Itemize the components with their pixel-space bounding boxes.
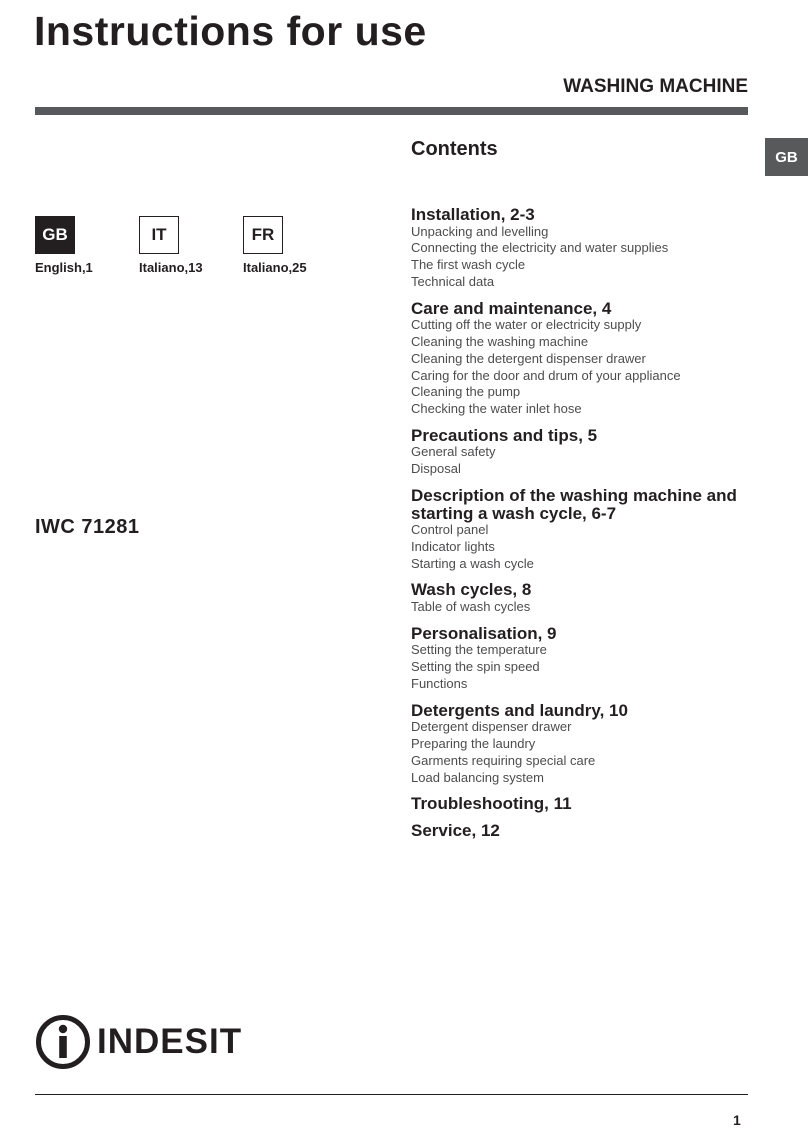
toc-item[interactable]: Setting the spin speed [411,659,540,675]
language-code-box: GB [35,216,75,254]
language-item-gb[interactable] [35,216,145,275]
toc-item[interactable]: Detergent dispenser drawer [411,719,572,735]
language-code-box: FR [243,216,283,254]
toc-item[interactable]: Indicator lights [411,538,495,554]
table-of-contents [411,206,751,848]
toc-item[interactable]: Technical data [411,273,495,289]
toc-item[interactable]: Disposal [411,461,461,477]
toc-item[interactable]: Setting the temperature [411,642,547,658]
toc-section-title[interactable]: Wash cycles, 8 [411,580,532,600]
toc-item[interactable]: Checking the water inlet hose [411,401,582,417]
toc-section [411,625,751,693]
toc-item[interactable]: Cleaning the pump [411,384,521,400]
footer-divider [35,1094,748,1095]
toc-item[interactable]: Cleaning the detergent dispenser drawer [411,350,646,366]
toc-section [411,702,751,787]
toc-item[interactable]: Starting a wash cycle [411,555,534,571]
toc-section-title[interactable]: Precautions and tips, 5 [411,425,598,445]
toc-section [411,300,751,418]
language-label: Italiano,13 [139,260,203,275]
toc-section [411,206,751,291]
toc-section [411,795,751,813]
language-item-fr[interactable] [243,216,353,275]
toc-item[interactable]: Garments requiring special care [411,752,596,768]
language-code-box: IT [139,216,179,254]
language-label: English,1 [35,260,93,275]
toc-item[interactable]: Caring for the door and drum of your appliance [411,367,681,383]
toc-section-title[interactable]: Care and maintenance, 4 [411,298,612,318]
toc-item[interactable]: General safety [411,444,496,460]
toc-section [411,822,751,840]
toc-section-title[interactable]: Description of the washing machine and starting a wash cycle, 6-7 [411,486,737,523]
brand-name: INDESIT [97,1022,243,1061]
product-type-heading: WASHING MACHINE [563,76,748,97]
toc-item[interactable]: Connecting the electricity and water supplies [411,240,669,256]
language-label: Italiano,25 [243,260,307,275]
header-divider [35,107,748,115]
page-title: Instructions for use [34,8,427,54]
toc-section-title[interactable]: Service, 12 [411,820,500,840]
toc-item[interactable]: Cleaning the washing machine [411,333,589,349]
language-item-it[interactable] [139,216,249,275]
toc-section [411,487,751,572]
toc-section [411,427,751,478]
toc-section-title[interactable]: Troubleshooting, 11 [411,794,572,814]
toc-section [411,581,751,615]
toc-section-title[interactable]: Personalisation, 9 [411,623,557,643]
toc-item[interactable]: Cutting off the water or electricity supply [411,317,642,333]
language-side-tab[interactable]: GB [765,138,808,176]
toc-item[interactable]: Load balancing system [411,769,544,785]
indesit-i-logo-icon [35,1014,91,1070]
toc-item[interactable]: Unpacking and levelling [411,223,549,239]
toc-item[interactable]: Control panel [411,522,489,538]
brand-logo [35,1014,242,1070]
toc-section-title[interactable]: Installation, 2-3 [411,205,535,224]
toc-item[interactable]: Preparing the laundry [411,735,536,751]
contents-heading: Contents [411,138,498,160]
model-number: IWC 71281 [35,516,140,538]
toc-section-title[interactable]: Detergents and laundry, 10 [411,700,628,720]
page-number: 1 [733,1112,741,1128]
toc-item[interactable]: Table of wash cycles [411,598,531,614]
toc-item[interactable]: The first wash cycle [411,257,526,273]
toc-item[interactable]: Functions [411,675,468,691]
